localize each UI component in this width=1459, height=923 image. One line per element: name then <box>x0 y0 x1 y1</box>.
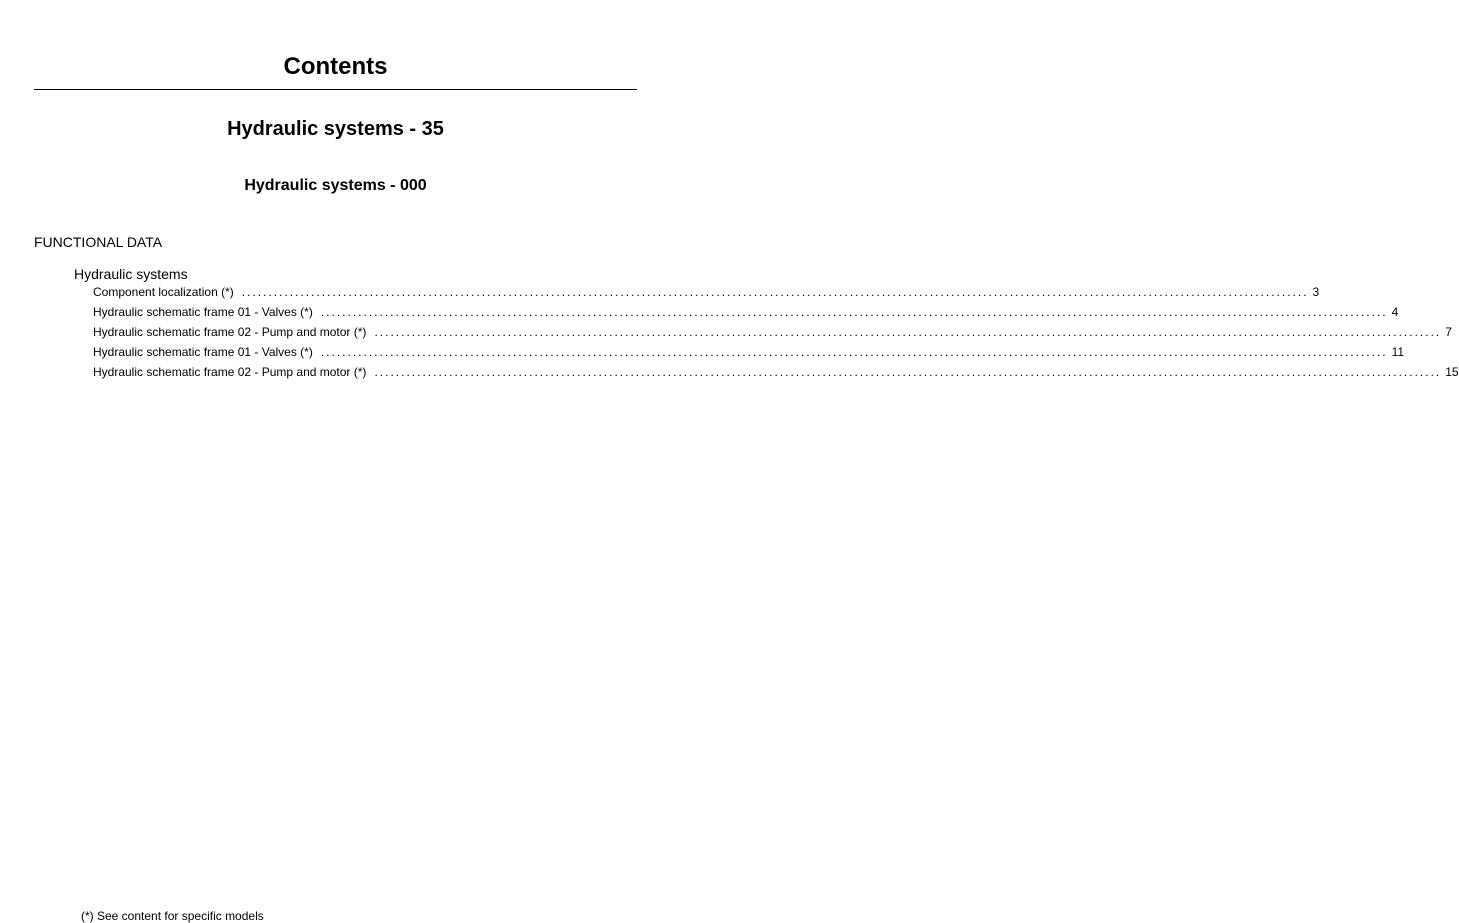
footnote: (*) See content for specific models <box>81 909 264 923</box>
toc-entry-label: Hydraulic schematic frame 01 - Valves (*) <box>93 305 313 319</box>
page-title: Contents <box>283 53 388 80</box>
toc-entry[interactable] <box>93 364 1459 384</box>
toc-entry[interactable] <box>93 324 1452 344</box>
title-divider <box>34 89 637 90</box>
toc-entry[interactable] <box>93 344 1405 364</box>
subsection-title: Hydraulic systems - 000 <box>244 177 427 194</box>
toc-entry-page: 4 <box>1391 305 1399 319</box>
group-heading: Hydraulic systems <box>74 266 188 282</box>
toc-leader-dots: ........................................................................................................................................................................................................ <box>374 325 1442 339</box>
toc-entry-label: Hydraulic schematic frame 02 - Pump and motor (*) <box>93 325 367 339</box>
section-title: Hydraulic systems - 35 <box>227 118 444 140</box>
toc-entry-page: 3 <box>1312 285 1320 299</box>
toc-entry[interactable] <box>93 284 1320 304</box>
toc-entry-page: 15 <box>1445 365 1459 379</box>
toc-leader-dots: ........................................................................................................................................................................................................ <box>241 285 1309 299</box>
toc-leader-dots: ........................................................................................................................................................................................................ <box>374 365 1442 379</box>
toc-entry-page: 11 <box>1391 345 1405 359</box>
toc-entry-page: 7 <box>1445 325 1452 339</box>
toc-entry-label: Hydraulic schematic frame 02 - Pump and motor (*) <box>93 365 367 379</box>
toc-entry-label: Hydraulic schematic frame 01 - Valves (*) <box>93 345 313 359</box>
toc-leader-dots: ........................................................................................................................................................................................................ <box>320 345 1388 359</box>
toc-entry-label: Component localization (*) <box>93 285 234 299</box>
category-heading: FUNCTIONAL DATA <box>34 234 163 250</box>
toc-list <box>93 284 1459 384</box>
toc-leader-dots: ........................................................................................................................................................................................................ <box>320 305 1388 319</box>
toc-entry[interactable] <box>93 304 1399 324</box>
